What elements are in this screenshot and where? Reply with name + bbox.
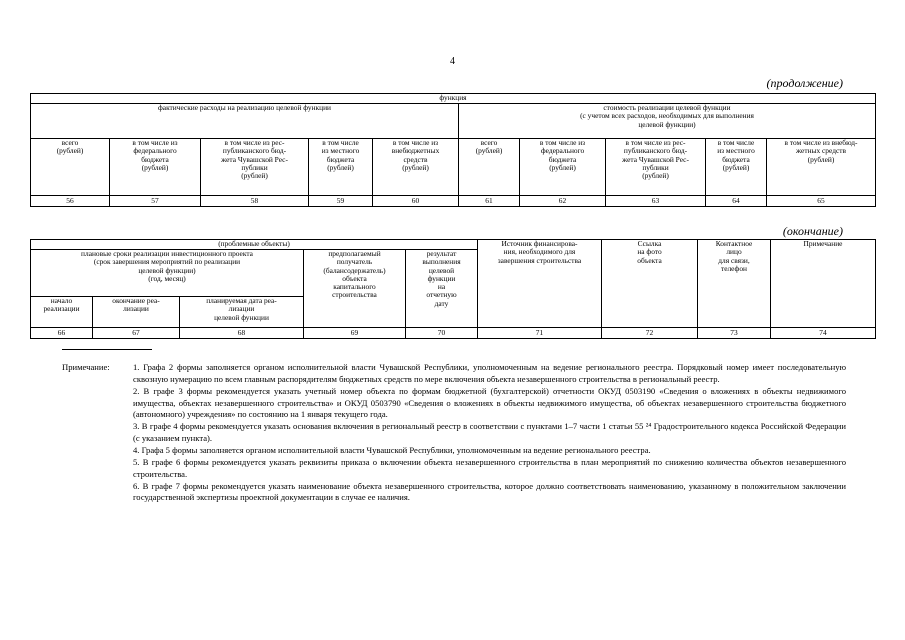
table-end (30, 239, 876, 339)
header-start: начало реализации (31, 297, 93, 328)
notes (62, 362, 846, 504)
header-implementation-cost: стоимость реализации целевой функции (с учетом всех расходов, необходимых для выполнения целевой функции) (459, 104, 876, 139)
column-header: в том числе из местного бюджета (рублей) (309, 139, 373, 196)
header-funding-source: Источник финансирова- ния, необходимого для завершения строительства (478, 240, 602, 328)
header-function: функция (31, 94, 876, 104)
column-number: 63 (606, 196, 706, 207)
note-separator (62, 349, 152, 350)
column-number: 65 (767, 196, 876, 207)
note-item: 2. В графе 3 формы рекомендуется указать учетный номер объекта по формам бюджетной (бухгалтерской) отчетности ОКУД 0503190 «Сведения о вложениях в объекты недвижимого имущества, объектах незавершенного строительства» и ОКУД 0503790 «Сведения о вложениях в объекты недвижимого имущества, об объектах незавершенного строительства бюджетного (автономного) учреждения» по состоянию на 1 января текущего года. (133, 385, 846, 420)
header-photo-link: Ссылка на фото объекта (602, 240, 698, 328)
continuation-label: (продолжение) (766, 76, 843, 90)
column-number: 60 (373, 196, 459, 207)
header-recipient: предполагаемый получатель (балансодержатель) объекта капитального строительства (304, 250, 406, 328)
column-number: 73 (698, 328, 771, 339)
header-contact: Контактное лицо для связи, телефон (698, 240, 771, 328)
end-label: (окончание) (782, 224, 843, 238)
column-header: всего (рублей) (459, 139, 520, 196)
notes-label: Примечание: (62, 362, 110, 372)
column-header: в том числе из внебюджетных средств (рублей) (373, 139, 459, 196)
header-planned-date: планируемая дата реа- лизации целевой функции (180, 297, 304, 328)
column-number: 58 (201, 196, 309, 207)
column-number: 64 (706, 196, 767, 207)
column-number: 61 (459, 196, 520, 207)
header-end: окончание реа- лизации (93, 297, 180, 328)
note-item: 3. В графе 4 формы рекомендуется указать основания включения в региональный реестр в соответствии с пунктами 1–7 части 1 статьи 55 ²⁴ Градостроительного кодекса Российской Федерации (с указанием пункта). (133, 421, 846, 444)
note-item: 1. Графа 2 формы заполняется органом исполнительной власти Чувашской Республики, уполномоченным на ведение регионального реестра. Порядковый номер имеет последовательную сквозную нумерацию по всем главным распорядителям бюджетных средств по мере включения объекта незавершенного строительства в региональный реестр. (133, 362, 846, 384)
column-header: в том числе из федерального бюджета (рублей) (110, 139, 201, 196)
column-number: 57 (110, 196, 201, 207)
note-item: 5. В графе 6 формы рекомендуется указать реквизиты приказа о включении объекта незавершенного строительства в план мероприятий по снижению количества объектов незавершенного строительства. (133, 456, 846, 479)
column-number: 62 (520, 196, 606, 207)
column-number: 74 (771, 328, 876, 339)
header-result: результат выполнения целевой функции на отчетную дату (406, 250, 478, 328)
column-number: 72 (602, 328, 698, 339)
column-header: в том числе из федерального бюджета (рублей) (520, 139, 606, 196)
header-planned-terms: плановые сроки реализации инвестиционного проекта (срок завершения мероприятий по реализации целевой функции) (год, месяц) (31, 250, 304, 297)
header-note: Примечание (771, 240, 876, 328)
header-actual-expenses: фактические расходы на реализацию целевой функции (31, 104, 459, 139)
column-number: 59 (309, 196, 373, 207)
page-number: 4 (450, 56, 455, 67)
column-header: в том числе из рес- публиканского бюд- жета Чувашской Рес- публики (рублей) (201, 139, 309, 196)
column-header: в том числе из внебюд- жетных средств (рублей) (767, 139, 876, 196)
header-problem-objects: (проблемные объекты) (31, 240, 478, 250)
column-header: в том числе из рес- публиканского бюд- жета Чувашской Рес- публики (рублей) (606, 139, 706, 196)
note-item: 4. Графа 5 формы заполняется органом исполнительной власти Чувашской Республики, уполномоченным на ведение регионального реестра. (133, 445, 651, 456)
column-number: 68 (180, 328, 304, 339)
column-number: 70 (406, 328, 478, 339)
note-item: 6. В графе 7 формы рекомендуется указать наименование объекта незавершенного строительства, которое должно соответствовать наименованию, указанному в положительном заключении государственной экспертизы проектной документации в случае ее наличия. (133, 480, 846, 503)
column-number: 71 (478, 328, 602, 339)
column-number: 56 (31, 196, 110, 207)
table-continuation (30, 93, 876, 207)
column-header: в том числе из местного бюджета (рублей) (706, 139, 767, 196)
column-number: 67 (93, 328, 180, 339)
column-number: 69 (304, 328, 406, 339)
column-header: всего (рублей) (31, 139, 110, 196)
column-number: 66 (31, 328, 93, 339)
